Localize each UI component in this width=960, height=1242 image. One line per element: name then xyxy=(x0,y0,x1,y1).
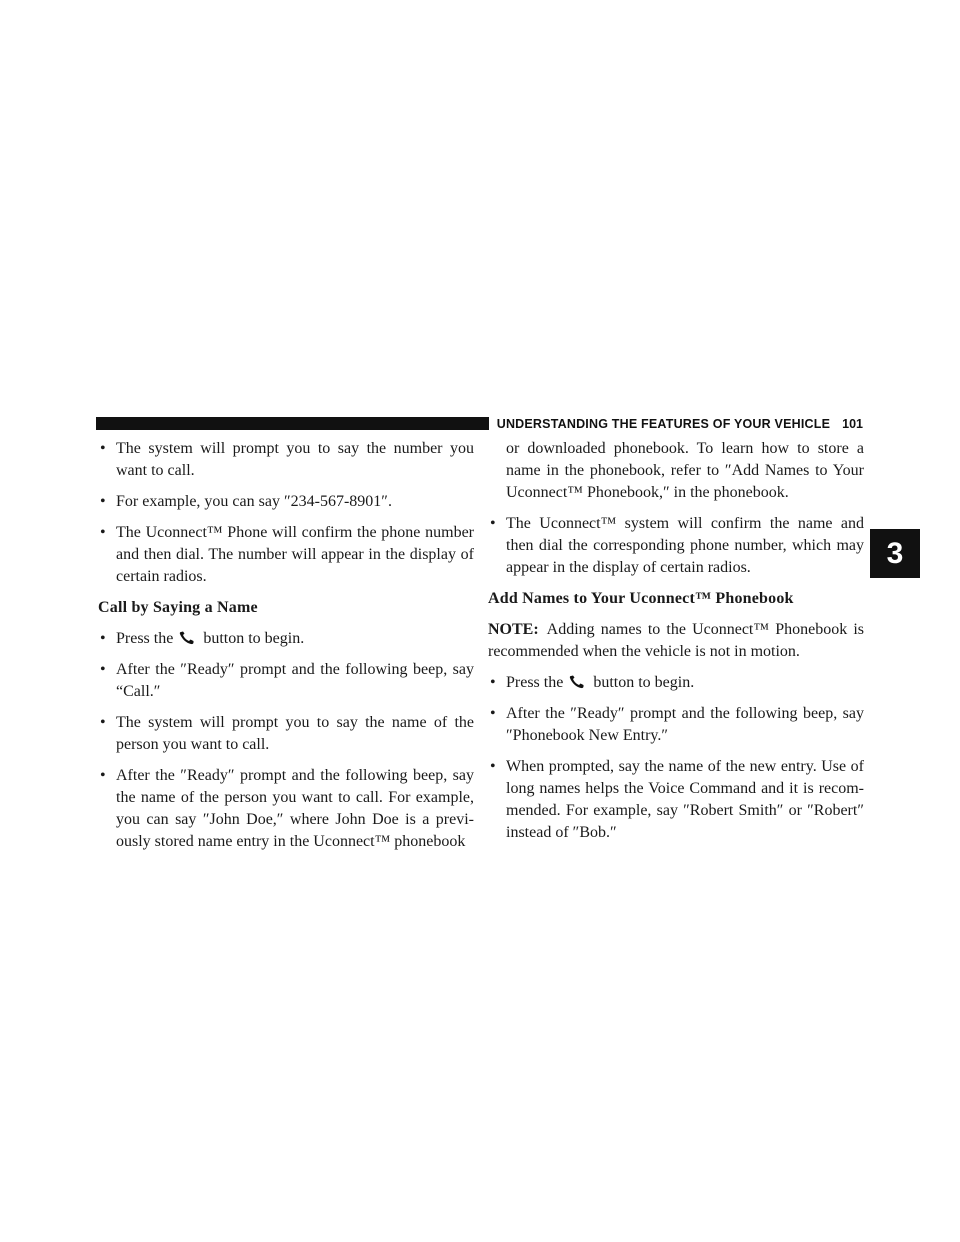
list-item-text: The system will prompt you to say the number you want to call. xyxy=(116,440,474,479)
bullet-symbol: • xyxy=(100,630,106,647)
list-item xyxy=(488,756,864,844)
list-item xyxy=(98,659,474,703)
right-column xyxy=(488,438,864,853)
bullet-symbol: • xyxy=(490,758,496,775)
list-item xyxy=(98,712,474,756)
list-item-text: For example, you can say ″234-567-8901″. xyxy=(116,493,392,510)
list-item-text: After the ″Ready″ prompt and the following beep, say the name of the person you want to call. For example, you can say ″John Doe,″ where John Doe is a previ- ously stored name entry in the Uconnect™ phonebook xyxy=(116,767,474,850)
chapter-tab: 3 xyxy=(870,529,920,578)
note-label: NOTE: xyxy=(488,621,539,638)
header-rule xyxy=(96,417,489,430)
list-item-text xyxy=(116,628,474,650)
bullet-symbol: • xyxy=(490,674,496,691)
bullet-symbol: • xyxy=(490,515,496,532)
list-item xyxy=(98,765,474,853)
list-item-text: After the ″Ready″ prompt and the following beep, say ″Phonebook New Entry.″ xyxy=(506,705,864,744)
list-item-text: When prompted, say the name of the new entry. Use of long names helps the Voice Command and it is recom- mended. For example, say ″Robert Smith″ or ″Robert″ instead of ″Bob.″ xyxy=(506,758,864,841)
list-item-text: The Uconnect™ Phone will confirm the phone number and then dial. The number will appear in the display of certain radios. xyxy=(116,524,474,585)
list-item xyxy=(488,703,864,747)
note-paragraph xyxy=(488,619,864,663)
list-item xyxy=(98,491,474,513)
bullet-symbol: • xyxy=(100,714,106,731)
list-item xyxy=(488,513,864,579)
section-heading-call-by-name: Call by Saying a Name xyxy=(98,599,258,616)
press-the-text: Press the xyxy=(116,630,174,647)
list-item xyxy=(98,628,474,650)
button-to-begin-text: button to begin. xyxy=(203,630,305,647)
list-item-text xyxy=(506,672,864,694)
button-to-begin-text: button to begin. xyxy=(593,674,695,691)
bullet-symbol: • xyxy=(100,493,106,510)
page-header xyxy=(96,416,863,431)
list-item-text: The Uconnect™ system will confirm the name and then dial the corresponding phone number, which may appear in the display of certain radios. xyxy=(506,515,864,576)
continued-paragraph: or downloaded phonebook. To learn how to store a name in the phonebook, refer to ″Add Names to Your Uconnect™ Phonebook,″ in the phonebook. xyxy=(506,440,864,501)
bullet-symbol: • xyxy=(100,661,106,678)
list-item xyxy=(488,672,864,694)
phone-handset-icon xyxy=(569,675,585,689)
header-title: UNDERSTANDING THE FEATURES OF YOUR VEHICLE xyxy=(496,416,831,431)
bullet-symbol: • xyxy=(100,767,106,784)
bullet-symbol: • xyxy=(100,440,106,457)
phone-handset-icon xyxy=(179,631,195,645)
press-the-text: Press the xyxy=(506,674,564,691)
section-heading-add-names: Add Names to Your Uconnect™ Phonebook xyxy=(488,590,794,607)
list-item-text: After the ″Ready″ prompt and the following beep, say “Call.″ xyxy=(116,661,474,700)
note-text: Adding names to the Uconnect™ Phonebook is recommended when the vehicle is not in motion. xyxy=(488,621,864,660)
left-column xyxy=(98,438,474,862)
list-item xyxy=(98,438,474,482)
page-number: 101 xyxy=(842,416,863,431)
list-item xyxy=(98,522,474,588)
bullet-symbol: • xyxy=(490,705,496,722)
list-item-text: The system will prompt you to say the name of the person you want to call. xyxy=(116,714,474,753)
bullet-symbol: • xyxy=(100,524,106,541)
